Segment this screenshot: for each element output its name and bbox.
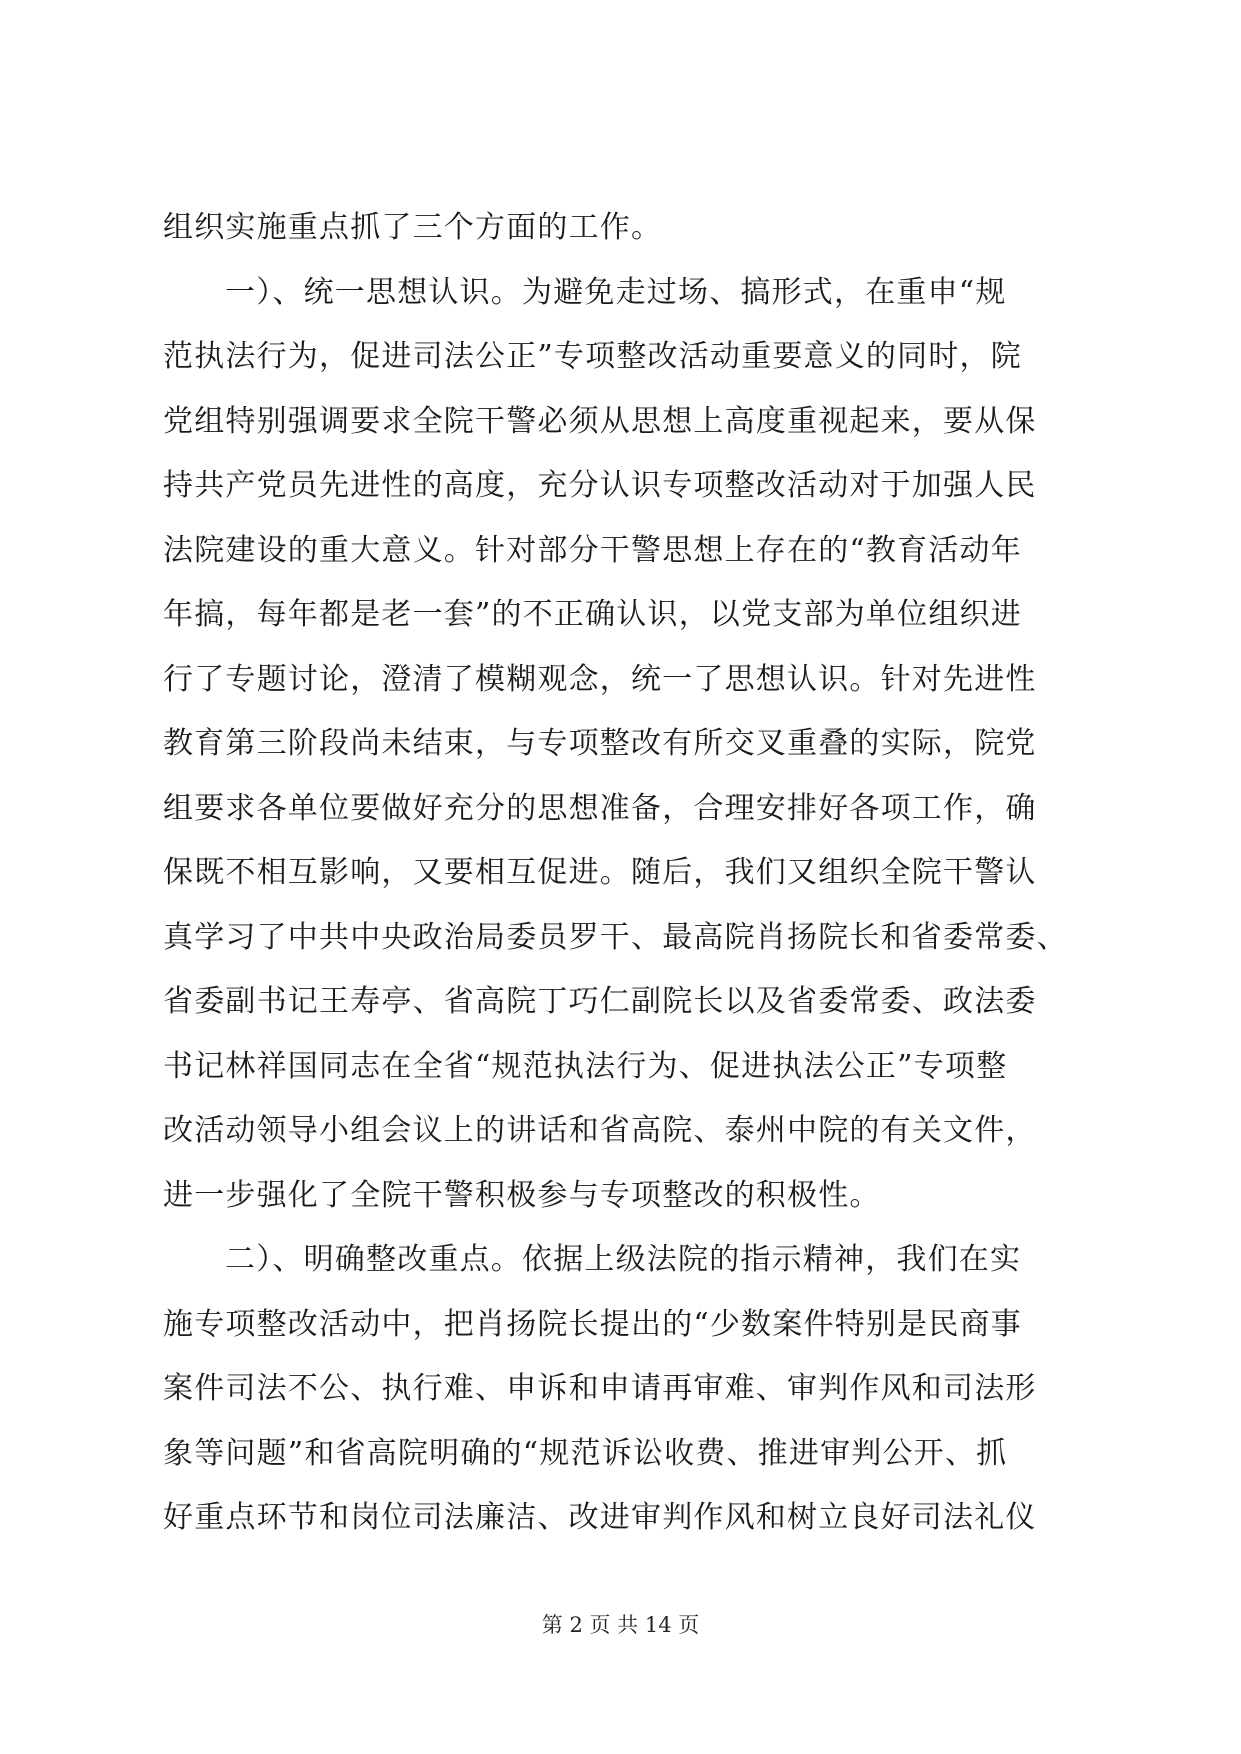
text-line: 真学习了中共中央政治局委员罗干、最高院肖扬院长和省委常委、: [163, 919, 1068, 955]
text-line: 组织实施重点抓了三个方面的工作。: [163, 210, 663, 245]
text-line: 一）、统一思想认识。为避免走过场、搞形式，在重申“规: [225, 274, 1007, 310]
page-number-footer: 第 2 页 共 14 页: [541, 1613, 700, 1637]
text-line: 年搞，每年都是老一套”的不正确认识，以党支部为单位组织进: [163, 597, 1022, 632]
text-line: 改活动领导小组会议上的讲话和省高院、泰州中院的有关文件，: [163, 1113, 1037, 1148]
text-line: 保既不相互影响，又要相互促进。随后，我们又组织全院干警认: [163, 855, 1037, 890]
text-line: 省委副书记王寿亭、省高院丁巧仁副院长以及省委常委、政法委: [163, 984, 1037, 1019]
text-line: 范执法行为，促进司法公正”专项整改活动重要意义的同时，院: [163, 339, 1022, 374]
text-line: 进一步强化了全院干警积极参与专项整改的积极性。: [163, 1177, 881, 1213]
text-line: 施专项整改活动中，把肖扬院长提出的“少数案件特别是民商事: [163, 1306, 1022, 1342]
text-line: 好重点环节和岗位司法廉洁、改进审判作风和树立良好司法礼仪: [163, 1500, 1037, 1535]
text-line: 象等问题”和省高院明确的“规范诉讼收费、推进审判公开、抓: [163, 1435, 1008, 1471]
text-line: 教育第三阶段尚未结束，与专项整改有所交叉重叠的实际，院党: [163, 726, 1037, 761]
text-line: 党组特别强调要求全院干警必须从思想上高度重视起来，要从保: [163, 403, 1037, 439]
text-line: 行了专题讨论，澄清了模糊观念，统一了思想认识。针对先进性: [163, 661, 1037, 697]
text-line: 书记林祥国同志在全省“规范执法行为、促进执法公正”专项整: [163, 1048, 1008, 1084]
text-line: 法院建设的重大意义。针对部分干警思想上存在的“教育活动年: [163, 532, 1022, 568]
text-line: 二）、明确整改重点。依据上级法院的指示精神，我们在实: [225, 1242, 1022, 1277]
text-line: 案件司法不公、执行难、申诉和申请再审难、审判作风和司法形: [163, 1371, 1037, 1406]
text-line: 组要求各单位要做好充分的思想准备，合理安排好各项工作，确: [163, 790, 1037, 826]
text-line: 持共产党员先进性的高度，充分认识专项整改活动对于加强人民: [163, 468, 1037, 503]
document-body: [163, 196, 1078, 1551]
